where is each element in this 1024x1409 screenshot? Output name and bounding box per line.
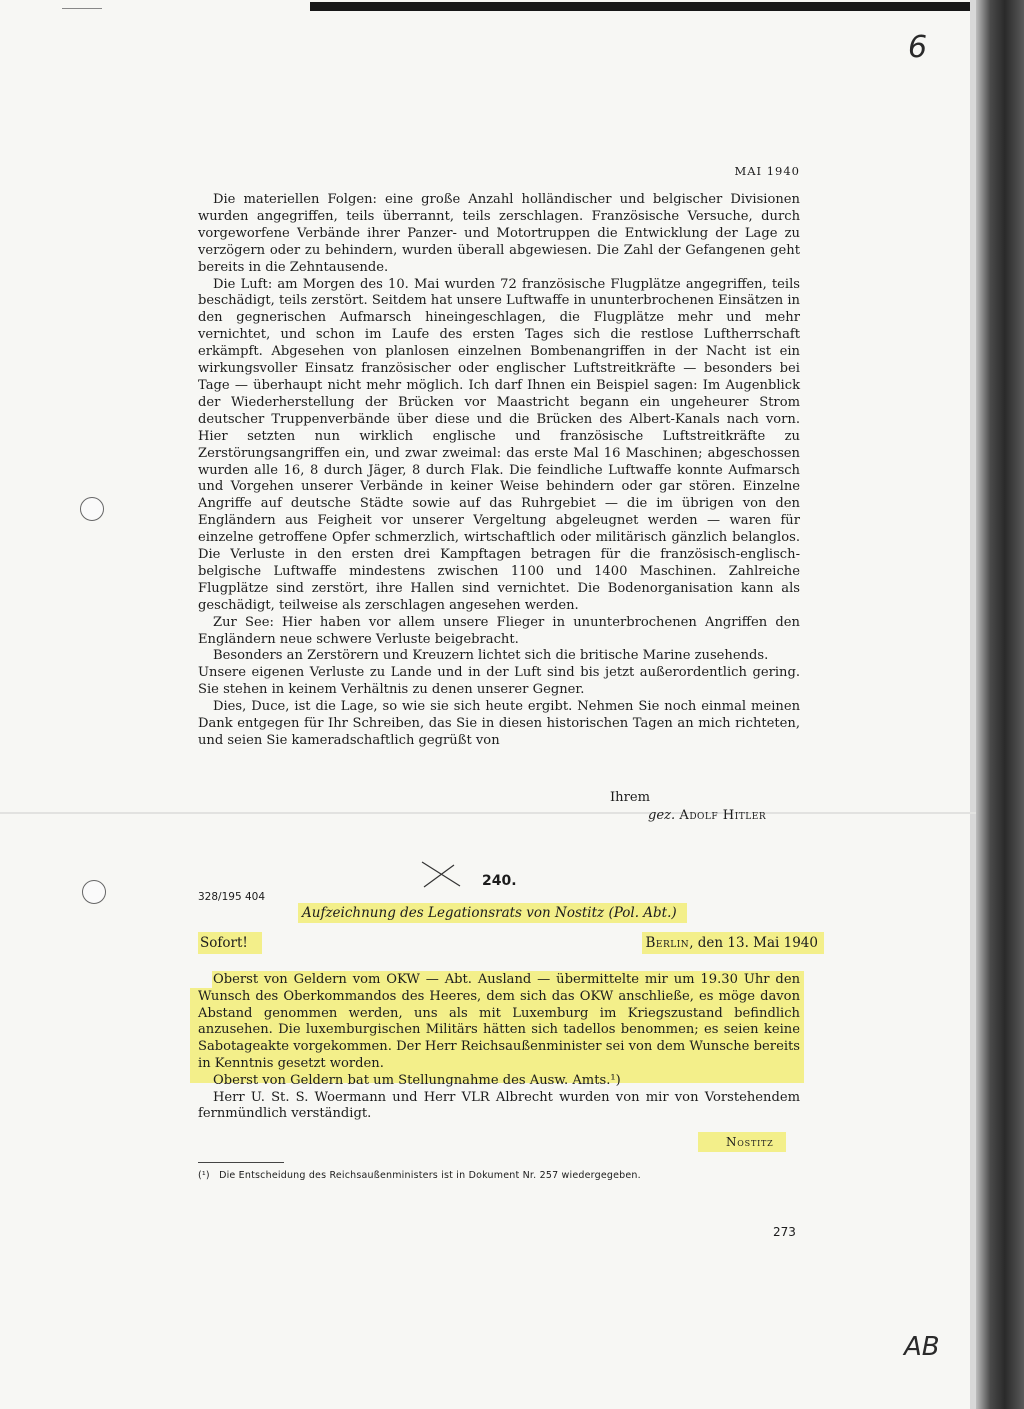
punch-hole-lower: [82, 880, 106, 904]
handwritten-cross-mark: [420, 860, 464, 890]
handwritten-initials: AB: [904, 1332, 940, 1362]
urgency-note: Sofort!: [198, 932, 262, 954]
date-text: , den 13. Mai 1940: [689, 935, 818, 951]
memo-body: [198, 972, 800, 1123]
letter-paragraph: Die Luft: am Morgen des 10. Mai wurden 72 französische Flugplätze angegriffen, teils beschädigt, teils zerstört. Seitdem hat unsere Luftwaffe in ununterbrochenen Einsätzen in den gegnerischen Aufmarsch hineingeschlagen, die Flugplätze mehr und mehr vernichtet, und schon im Laufe des ersten Tages sich die restlose Luftherrschaft erkämpft. Abgesehen von planlosen einzelnen Bombenangriffen in der Nacht ist ein wirkungsvoller Einsatz französischer oder englischer Luftstreitkräfte — besonders bei Tage — überhaupt nicht mehr möglich. Ich darf Ihnen ein Beispiel sagen: Im Augenblick der Wiederherstellung der Brücken vor Maastricht begann ein ungeheurer Strom deutscher Truppenverbände über diese und die Brücken des Albert-Kanals nach vorn. Hier setzten nun wirklich englische und französische Luftstreitkräfte zu Zerstörungsangriffen ein, und zwar zweimal: das erste Mal 16 Maschinen; abgeschossen wurden alle 16, 8 durch Jäger, 8 durch Flak. Die feindliche Luftwaffe konnte Aufmarsch und Vorgehen unserer Verbände in keiner Weise behindern oder gar stören. Einzelne Angriffe auf deutsche Städte sowie auf das Ruhrgebiet — die im übrigen von den Engländern aus Feigheit vor unserer Vergeltung abgeleugnet werden — waren für einzelne getroffene Opfer schmerzlich, wirtschaftlich oder militärisch gänzlich belanglos. Die Verluste in den ersten drei Kampftagen betragen für die französisch-englisch-belgische Luftwaffe mindestens zwischen 1100 und 1400 Maschinen. Zahlreiche Flugplätze sind zerstört, ihre Hallen sind vernichtet. Die Bodenorganisation kann als geschädigt, teilweise als zerschlagen angesehen werden.: [198, 276, 800, 613]
footnote-text: Die Entscheidung des Reichsaußenministers ist in Dokument Nr. 257 wiedergegeben.: [219, 1170, 641, 1181]
punch-hole-upper: [80, 497, 104, 521]
letter-paragraph: Die materiellen Folgen: eine große Anzahl holländischer und belgischer Divisionen wurden angegriffen, teils überrannt, teils zerschlagen. Französische Versuche, durch vorgeworfene Verbände ihrer Panzer- und Motortruppen die Entwicklung der Lage zu verzögern oder zu behindern, wurden überall abgewiesen. Die Zahl der Gefangenen geht bereits in die Zehntausende.: [198, 192, 800, 275]
memo-paragraph: Oberst von Geldern bat um Stellungnahme des Ausw. Amts.¹): [213, 1072, 621, 1088]
memo-signature: Nostitz: [698, 1132, 786, 1152]
running-head: MAI 1940: [734, 164, 800, 178]
memo-paragraph: Herr U. St. S. Woermann und Herr VLR Albrecht wurden von mir von Vorstehendem fernmündlich verständigt.: [198, 1089, 800, 1122]
page-number: 273: [773, 1225, 796, 1239]
document-number: 240.: [482, 873, 517, 889]
footnote-rule: [198, 1162, 284, 1163]
file-reference: 328/195 404: [198, 891, 265, 903]
footnote-marker: (¹): [198, 1170, 210, 1181]
letter-signature: [648, 808, 766, 823]
signature-prefix: gez.: [648, 808, 676, 823]
handwritten-page-mark: 6: [908, 30, 928, 65]
letter-paragraph: Besonders an Zerstörern und Kreuzern lichtet sich die britische Marine zusehends.: [213, 648, 769, 664]
place-date-line: [642, 932, 825, 954]
memo-paragraph: Oberst von Geldern vom OKW — Abt. Ausland — übermittelte mir um 19.30 Uhr den Wunsch des Oberkommandos des Heeres, dem sich das OKW anschließe, es möge davon Abstand genommen werden, uns als mit Luxemburg im Kriegszustand befindlich anzusehen. Die luxemburgischen Militärs hätten sich tadellos benommen; es seien keine Sabotageakte vorgekommen. Der Herr Reichsaußenminister sei von dem Wunsche bereits in Kenntnis gesetzt worden.: [198, 972, 800, 1071]
scan-top-tick: [62, 8, 102, 9]
paper-fold-line: [0, 812, 976, 814]
footnote: [198, 1170, 641, 1181]
place-name: Berlin: [645, 935, 690, 951]
document-title: Aufzeichnung des Legationsrats von Nostitz (Pol. Abt.): [298, 903, 687, 923]
letter-closing: Ihrem: [610, 790, 651, 805]
letter-paragraph: Zur See: Hier haben vor allem unsere Flieger in ununterbrochenen Angriffen den Engländern neue schwere Verluste beigebracht.: [198, 614, 800, 647]
scan-top-shadow: [310, 2, 1000, 11]
signature-name: Adolf Hitler: [679, 808, 767, 823]
letter-paragraph: Unsere eigenen Verluste zu Lande und in der Luft sind bis jetzt außerordentlich gering. Sie stehen in keinem Verhältnis zu denen unserer Gegner.: [198, 665, 800, 698]
letter-body: [198, 192, 800, 750]
letter-paragraph: Dies, Duce, ist die Lage, so wie sie sich heute ergibt. Nehmen Sie noch einmal meinen Dank entgegen für Ihr Schreiben, das Sie in diesen historischen Tagen an mich richteten, und seien Sie kameradschaftlich gegrüßt von: [198, 699, 800, 748]
scan-right-shadow: [976, 0, 1024, 1409]
